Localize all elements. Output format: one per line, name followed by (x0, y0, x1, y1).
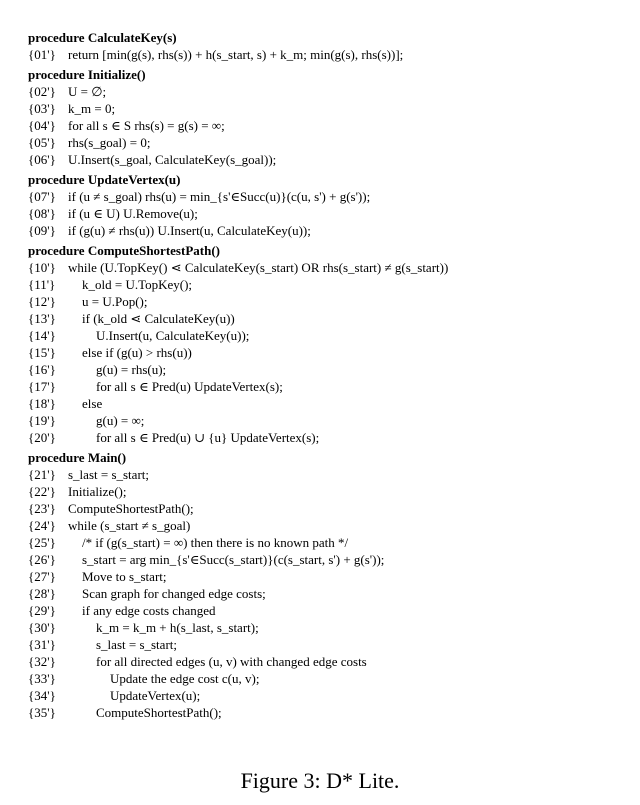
line-number: {09'} (28, 223, 56, 238)
line-code: U.Insert(s_goal, CalculateKey(s_goal)); (68, 152, 277, 167)
code-line (28, 585, 628, 602)
line-number: {24'} (28, 518, 56, 533)
procedure-header: procedure Initialize() (28, 67, 146, 82)
line-number: {15'} (28, 345, 56, 360)
line-number: {25'} (28, 535, 56, 550)
line-code: s_start = arg min_{s'∈Succ(s_start)}(c(s_start, s') + g(s')); (82, 552, 385, 567)
line-code: Move to s_start; (82, 569, 167, 584)
code-line (28, 276, 628, 293)
line-code: else if (g(u) > rhs(u)) (82, 345, 192, 360)
code-line (28, 205, 628, 222)
line-number: {31'} (28, 637, 56, 652)
line-code: if (k_old ⋖ CalculateKey(u)) (82, 311, 235, 326)
line-code: U = ∅; (68, 84, 107, 99)
code-line (28, 551, 628, 568)
line-code: g(u) = ∞; (96, 413, 145, 428)
code-line (28, 670, 628, 687)
line-number: {12'} (28, 294, 56, 309)
line-code: ComputeShortestPath(); (68, 501, 194, 516)
algorithm-listing (28, 29, 628, 721)
line-code: k_m = k_m + h(s_last, s_start); (96, 620, 259, 635)
line-code: Scan graph for changed edge costs; (82, 586, 266, 601)
line-number: {01'} (28, 47, 56, 62)
code-line (28, 534, 628, 551)
line-number: {16'} (28, 362, 56, 377)
figure-caption: Figure 3: D* Lite. (240, 768, 400, 793)
line-code: if any edge costs changed (82, 603, 216, 618)
line-code: if (u ∈ U) U.Remove(u); (68, 206, 198, 221)
code-line (28, 602, 628, 619)
code-line (28, 310, 628, 327)
line-number: {20'} (28, 430, 56, 445)
line-number: {22'} (28, 484, 56, 499)
line-number: {26'} (28, 552, 56, 567)
code-line (28, 704, 628, 721)
code-line (28, 83, 628, 100)
code-line (28, 100, 628, 117)
line-number: {33'} (28, 671, 56, 686)
code-line (28, 134, 628, 151)
code-line (28, 378, 628, 395)
code-line (28, 483, 628, 500)
line-number: {13'} (28, 311, 56, 326)
line-code: for all s ∈ Pred(u) UpdateVertex(s); (96, 379, 283, 394)
line-code: k_m = 0; (68, 101, 116, 116)
line-number: {14'} (28, 328, 56, 343)
line-code: for all directed edges (u, v) with changed edge costs (96, 654, 367, 669)
line-code: s_last = s_start; (96, 637, 177, 652)
line-number: {17'} (28, 379, 56, 394)
code-line (28, 293, 628, 310)
line-number: {28'} (28, 586, 56, 601)
line-number: {35'} (28, 705, 56, 720)
procedure-header: procedure Main() (28, 450, 127, 465)
line-code: UpdateVertex(u); (110, 688, 201, 703)
line-number: {04'} (28, 118, 56, 133)
procedure-header: procedure UpdateVertex(u) (28, 172, 181, 187)
line-number: {19'} (28, 413, 56, 428)
line-number: {32'} (28, 654, 56, 669)
code-line (28, 412, 628, 429)
code-line (28, 151, 628, 168)
line-code: ComputeShortestPath(); (96, 705, 222, 720)
code-line (28, 395, 628, 412)
code-line (28, 327, 628, 344)
code-line (28, 466, 628, 483)
procedure-header: procedure CalculateKey(s) (28, 30, 177, 45)
line-number: {27'} (28, 569, 56, 584)
line-number: {03'} (28, 101, 56, 116)
code-line (28, 568, 628, 585)
line-number: {18'} (28, 396, 56, 411)
code-line (28, 222, 628, 239)
code-line (28, 259, 628, 276)
code-line (28, 500, 628, 517)
line-number: {29'} (28, 603, 56, 618)
code-line (28, 429, 628, 446)
code-line (28, 361, 628, 378)
line-code: while (U.TopKey() ⋖ CalculateKey(s_start) OR rhs(s_start) ≠ g(s_start)) (68, 260, 449, 275)
line-code: Update the edge cost c(u, v); (110, 671, 260, 686)
code-line (28, 517, 628, 534)
procedure-header: procedure ComputeShortestPath() (28, 243, 220, 258)
line-code: return [min(g(s), rhs(s)) + h(s_start, s) + k_m; min(g(s), rhs(s))]; (68, 47, 404, 62)
line-code: U.Insert(u, CalculateKey(u)); (96, 328, 250, 343)
line-code: if (u ≠ s_goal) rhs(u) = min_{s'∈Succ(u)}(c(u, s') + g(s')); (68, 189, 371, 204)
code-line (28, 344, 628, 361)
line-code: g(u) = rhs(u); (96, 362, 167, 377)
line-number: {11'} (28, 277, 56, 292)
line-number: {10'} (28, 260, 56, 275)
line-number: {07'} (28, 189, 56, 204)
line-code: while (s_start ≠ s_goal) (68, 518, 191, 533)
line-code: /* if (g(s_start) = ∞) then there is no known path */ (82, 535, 349, 550)
line-code: rhs(s_goal) = 0; (68, 135, 151, 150)
code-line (28, 636, 628, 653)
line-number: {34'} (28, 688, 56, 703)
line-code: u = U.Pop(); (82, 294, 148, 309)
line-code: Initialize(); (68, 484, 127, 499)
line-number: {30'} (28, 620, 56, 635)
code-line (28, 619, 628, 636)
line-code: for all s ∈ Pred(u) ∪ {u} UpdateVertex(s); (96, 430, 320, 445)
line-number: {06'} (28, 152, 56, 167)
code-line (28, 46, 628, 63)
line-number: {08'} (28, 206, 56, 221)
code-line (28, 653, 628, 670)
line-code: k_old = U.TopKey(); (82, 277, 193, 292)
line-number: {05'} (28, 135, 56, 150)
line-number: {23'} (28, 501, 56, 516)
line-code: if (g(u) ≠ rhs(u)) U.Insert(u, CalculateKey(u)); (68, 223, 311, 238)
line-code: for all s ∈ S rhs(s) = g(s) = ∞; (68, 118, 225, 133)
code-line (28, 117, 628, 134)
line-code: s_last = s_start; (68, 467, 149, 482)
line-number: {02'} (28, 84, 56, 99)
line-number: {21'} (28, 467, 56, 482)
line-code: else (82, 396, 103, 411)
code-line (28, 687, 628, 704)
code-line (28, 188, 628, 205)
